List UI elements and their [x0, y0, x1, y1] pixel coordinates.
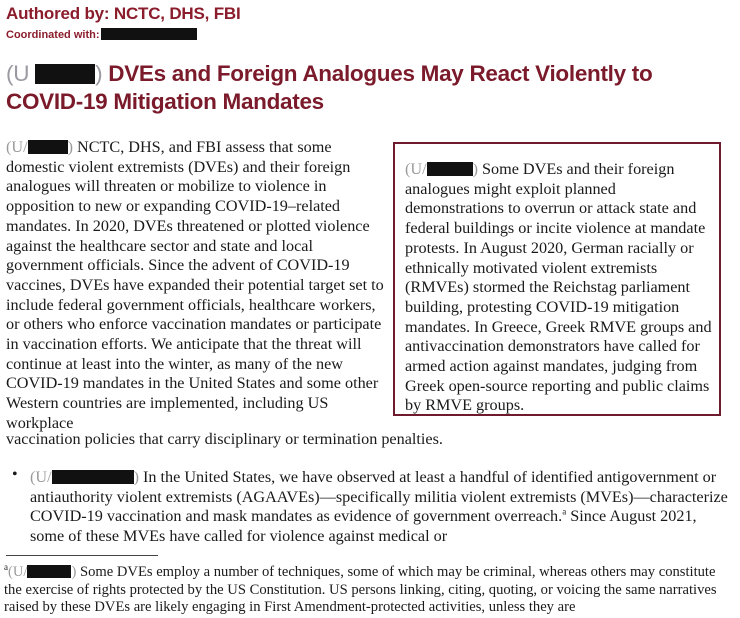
redaction-bar	[35, 64, 95, 84]
paragraph-marking: (U/	[6, 138, 28, 156]
main-paragraph-text: NCTC, DHS, and FBI assess that some domestic violent extremists (DVEs) and their foreign analogues will threaten or mobilize to violence in opposition to new or expanding COVID-19–related mandates. In 2020, DVEs threatened or plotted violence against the healthcare sector and state and local government officials. Since the advent of COVID-19 vaccines, DVEs have expanded their potential target set to include federal government officials, healthcare workers, or others who enforce vaccination mandates or participate in vaccination efforts. We anticipate that the threat will continue at least into the winter, as many of the new COVID-19 mandates in the United States and some other Western countries are implemented, including US workplace	[6, 138, 384, 432]
footnote-marker: a	[4, 562, 8, 573]
redaction-bar	[27, 565, 71, 578]
bullet-marking: (U/	[30, 468, 52, 486]
callout-body: Some DVEs and their foreign analogues might exploit planned demonstrations to overrun or attack state and federal buildings or incite violence at mandate protests. In August 2020, German racially or ethnically motivated violent extremists (RMVEs) stormed the Reichstag parliament building, protesting COVID-19 mitigation mandates. In Greece, Greek RMVE groups and antivaccination demonstrators have called for armed action against mandates, judging from Greek open-source reporting and public claims by RMVE groups.	[405, 160, 712, 415]
title-text: DVEs and Foreign Analogues May React Violently to COVID-19 Mitigation Mandates	[6, 61, 653, 114]
bullet-text-a: In the United States, we have observed at least a handful of identified antigovernment or antiauthority violent extremists (AGAAVEs)—specifically militia violent extremists (MVEs)—characterize COVID-19 vaccination and mask mandates as evidence of government overreach.	[30, 468, 728, 526]
footnote-body: Some DVEs employ a number of techniques, some of which may be criminal, whereas others may constitute the exercise of rights protected by the US Constitution. US persons linking, citing, quoting, or voicing the same narratives raised by these DVEs are likely engaging in First Amendment-protected activities, unless they are	[4, 564, 717, 615]
callout-marking: (U/	[405, 160, 427, 178]
coordinated-with-label: Coordinated with:	[6, 29, 100, 41]
callout-text	[405, 160, 717, 416]
bullet-marking-close: )	[133, 468, 139, 486]
redaction-bar	[101, 28, 197, 40]
redaction-bar	[427, 162, 473, 176]
footnote-marking-close: )	[71, 564, 77, 580]
paragraph-marking-close: )	[67, 138, 73, 156]
page-title	[6, 60, 734, 116]
footnote	[4, 564, 736, 617]
coordinated-with-line	[6, 28, 197, 41]
bullet-text-b: Since August 2021, some of these MVEs have called for violence against medical or	[30, 507, 697, 546]
footnote-marking: (U/	[8, 564, 28, 580]
bullet-item	[30, 468, 730, 547]
main-paragraph	[6, 138, 390, 434]
authored-by-line: Authored by: NCTC, DHS, FBI	[6, 4, 241, 23]
redaction-bar	[28, 140, 68, 154]
footnote-divider	[6, 555, 158, 556]
callout-marking-close: )	[472, 160, 478, 178]
title-classification-close: )	[95, 61, 103, 86]
title-classification-open: (U	[6, 61, 30, 86]
bullet-icon: •	[12, 466, 18, 483]
main-paragraph-tail: vaccination policies that carry disciplinary or termination penalties.	[6, 430, 443, 448]
footnote-reference[interactable]: a	[562, 507, 567, 518]
redaction-bar	[52, 470, 134, 484]
